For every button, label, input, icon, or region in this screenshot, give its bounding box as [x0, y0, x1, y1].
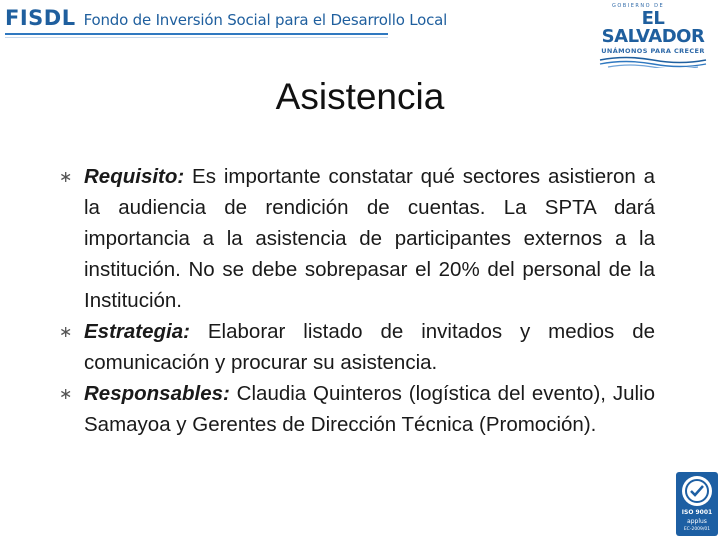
bullet-icon: ∗	[59, 167, 73, 186]
iso-certification-badge	[676, 472, 718, 536]
slide-title: Asistencia	[275, 76, 445, 117]
gov-logo-small-text: GOBIERNO DE	[612, 3, 665, 9]
bullet-text: Es importante constatar qué sectores asistieron a la audiencia de rendición de cuentas. La SPTA dará importancia a la asistencia de participantes externos a la institución. No se debe sobrepasar el 20% del personal de la Institución.	[84, 165, 655, 312]
iso-code-label: EC-2009/01	[683, 527, 711, 532]
bullet-term: Responsables:	[84, 382, 230, 405]
fisdl-logo	[5, 6, 447, 30]
bullet-item-estrategia	[59, 316, 655, 378]
slide-header	[0, 0, 720, 60]
bullet-text: Elaborar listado de invitados y medios de comunicación y procurar su asistencia.	[84, 320, 655, 374]
gov-logo-waves-icon	[598, 56, 708, 68]
bullet-term: Estrategia:	[84, 320, 190, 343]
bullet-list	[59, 161, 655, 440]
header-divider-light	[5, 37, 388, 38]
bullet-icon: ∗	[59, 322, 73, 341]
bullet-icon: ∗	[59, 384, 73, 403]
fisdl-logo-name: Fondo de Inversión Social para el Desarrollo Local	[83, 11, 448, 29]
iso-certifier-label: applus	[687, 518, 707, 525]
gobierno-el-salvador-logo	[590, 3, 716, 53]
iso-standard-label: ISO 9001	[681, 509, 713, 516]
gov-logo-tagline: UNÁMONOS PARA CRECER	[601, 47, 705, 55]
fisdl-logo-mark: FISDL	[5, 6, 76, 30]
bullet-item-requisito	[59, 161, 655, 316]
slide-body	[59, 161, 655, 440]
header-divider	[5, 33, 388, 35]
gov-logo-name: EL SALVADOR	[601, 8, 705, 47]
iso-seal-icon	[682, 476, 712, 506]
bullet-item-responsables	[59, 378, 655, 440]
bullet-term: Requisito:	[84, 165, 185, 188]
bullet-text: Claudia Quinteros (logística del evento), Julio Samayoa y Gerentes de Dirección Técnica (Promoción).	[84, 382, 655, 436]
iso-check-icon	[682, 476, 712, 506]
